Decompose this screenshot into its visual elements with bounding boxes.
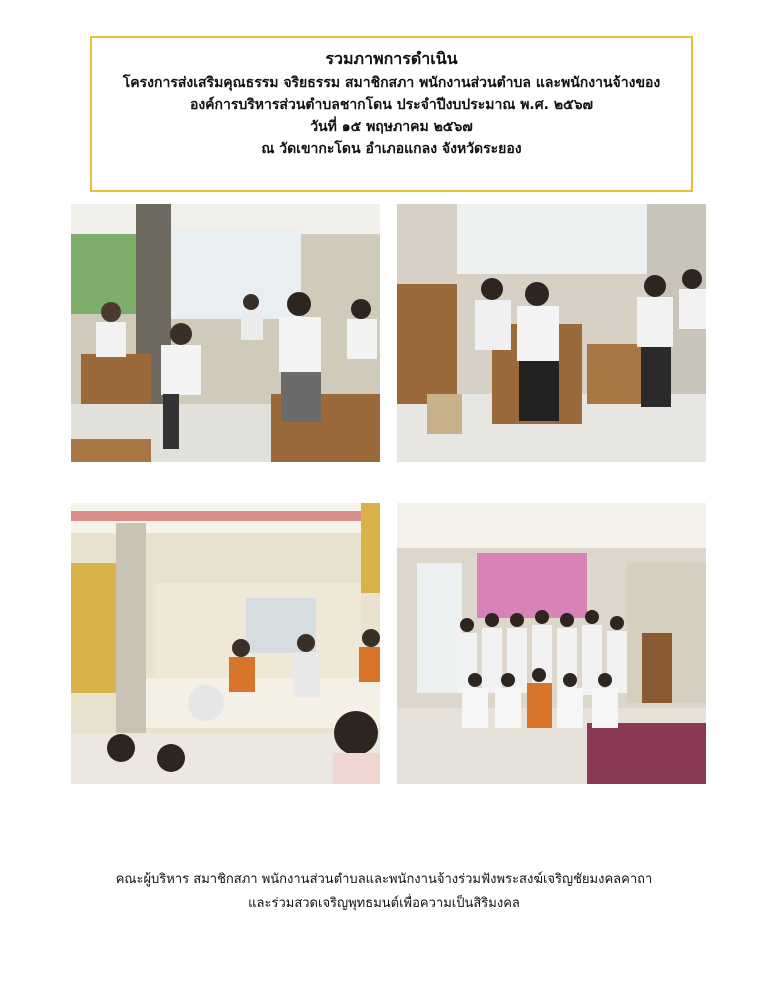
document-title: รวมภาพการดำเนิน (325, 49, 458, 68)
project-line: โครงการส่งเสริมคุณธรรม จริยธรรม สมาชิกสภา พนักงานส่วนตำบล และพนักงานจ้างของ (122, 75, 661, 91)
photo-group-portrait (397, 503, 706, 784)
photo-monks-ceremony (71, 503, 380, 784)
caption-line-1: คณะผู้บริหาร สมาชิกสภา พนักงานส่วนตำบลและพนักงานจ้างร่วมฟังพระสงฆ์เจริญชัยมงคลคาถา (115, 872, 653, 887)
location-line: ณ วัดเขากะโดน อำเภอแกลง จังหวัดระยอง (261, 141, 522, 157)
caption-line-2: และร่วมสวดเจริญพุทธมนต์เพื่อความเป็นสิริมงคล (248, 896, 520, 911)
organization-line: องค์การบริหารส่วนตำบลชากโดน ประจำปีงบประมาณ พ.ศ. ๒๕๖๗ (189, 97, 594, 113)
date-line: วันที่ ๑๕ พฤษภาคม ๒๕๖๗ (310, 119, 473, 135)
photo-participants-seated-right (397, 204, 706, 462)
header-box (90, 36, 693, 192)
photo-caption (60, 868, 708, 916)
photo-participants-seated-left (71, 204, 380, 462)
